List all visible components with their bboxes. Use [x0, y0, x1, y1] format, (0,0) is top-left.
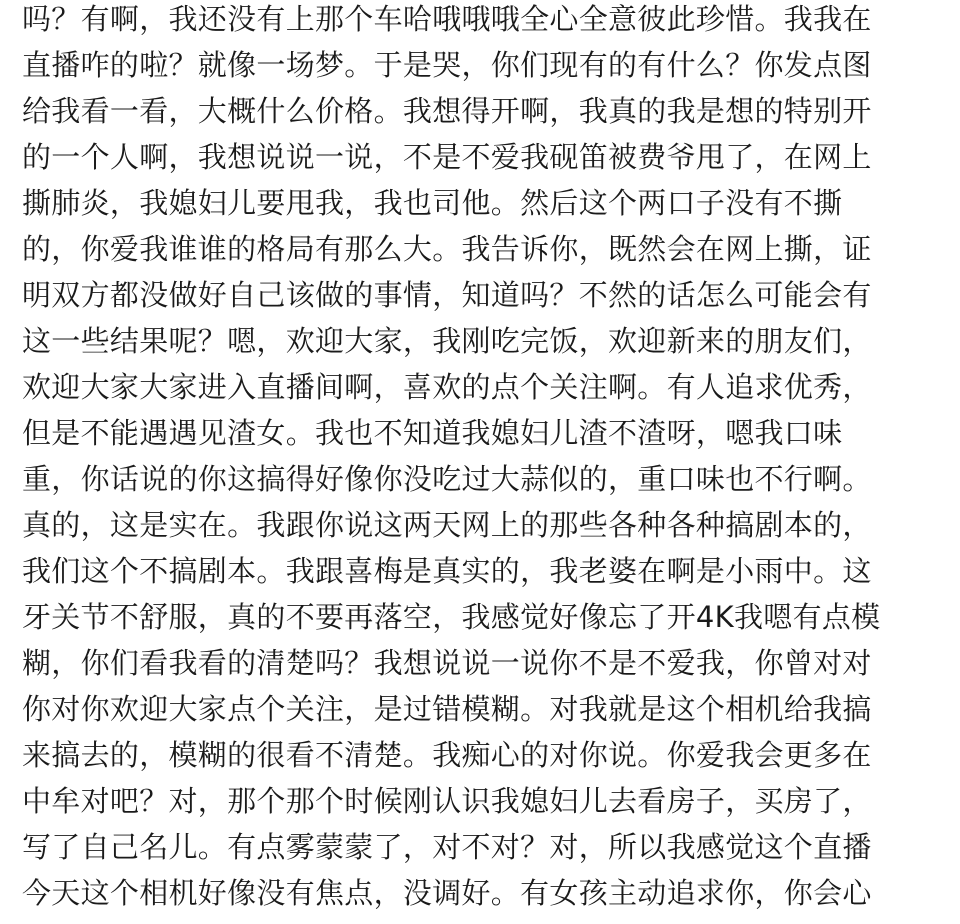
text-line: 给我看一看，大概什么价格。我想得开啊，我真的我是想的特别开: [22, 94, 872, 128]
text-line: 来搞去的，模糊的很看不清楚。我痴心的对你说。你爱我会更多在: [22, 738, 872, 772]
text-line: 糊，你们看我看的清楚吗？我想说说一说你不是不爱我，你曾对对: [22, 646, 872, 680]
text-line: 吗？有啊，我还没有上那个车哈哦哦哦全心全意彼此珍惜。我我在: [22, 2, 872, 36]
text-line: 真的，这是实在。我跟你说这两天网上的那些各种各种搞剧本的，: [22, 508, 872, 542]
text-line: 牙关节不舒服，真的不要再落空，我感觉好像忘了开4K我嗯有点模: [22, 600, 881, 634]
text-line: 写了自己名儿。有点雾蒙蒙了，对不对？对，所以我感觉这个直播: [22, 830, 872, 864]
text-line: 欢迎大家大家进入直播间啊，喜欢的点个关注啊。有人追求优秀，: [22, 370, 872, 404]
text-line: 的一个人啊，我想说说一说，不是不爱我砚笛被费爷甩了，在网上: [22, 140, 872, 174]
text-line: 但是不能遇遇见渣女。我也不知道我媳妇儿渣不渣呀，嗯我口味: [22, 416, 843, 450]
text-line: 重，你话说的你这搞得好像你没吃过大蒜似的，重口味也不行啊。: [22, 462, 872, 496]
text-line: 这一些结果呢？嗯，欢迎大家，我刚吃完饭，欢迎新来的朋友们，: [22, 324, 872, 358]
text-line: 明双方都没做好自己该做的事情，知道吗？不然的话怎么可能会有: [22, 278, 872, 312]
text-line: 你对你欢迎大家点个关注，是过错模糊。对我就是这个相机给我搞: [22, 692, 872, 726]
text-line: 的，你爱我谁谁的格局有那么大。我告诉你，既然会在网上撕，证: [22, 232, 872, 266]
text-line: 今天这个相机好像没有焦点，没调好。有女孩主动追求你，你会心: [22, 876, 872, 910]
text-line: 中牟对吧？对，那个那个时候刚认识我媳妇儿去看房子，买房了，: [22, 784, 872, 818]
text-line: 撕肺炎，我媳妇儿要甩我，我也司他。然后这个两口子没有不撕: [22, 186, 843, 220]
transcript-text: [22, 0, 952, 916]
text-line: 直播咋的啦？就像一场梦。于是哭，你们现有的有什么？你发点图: [22, 48, 872, 82]
text-line: 我们这个不搞剧本。我跟喜梅是真实的，我老婆在啊是小雨中。这: [22, 554, 872, 588]
